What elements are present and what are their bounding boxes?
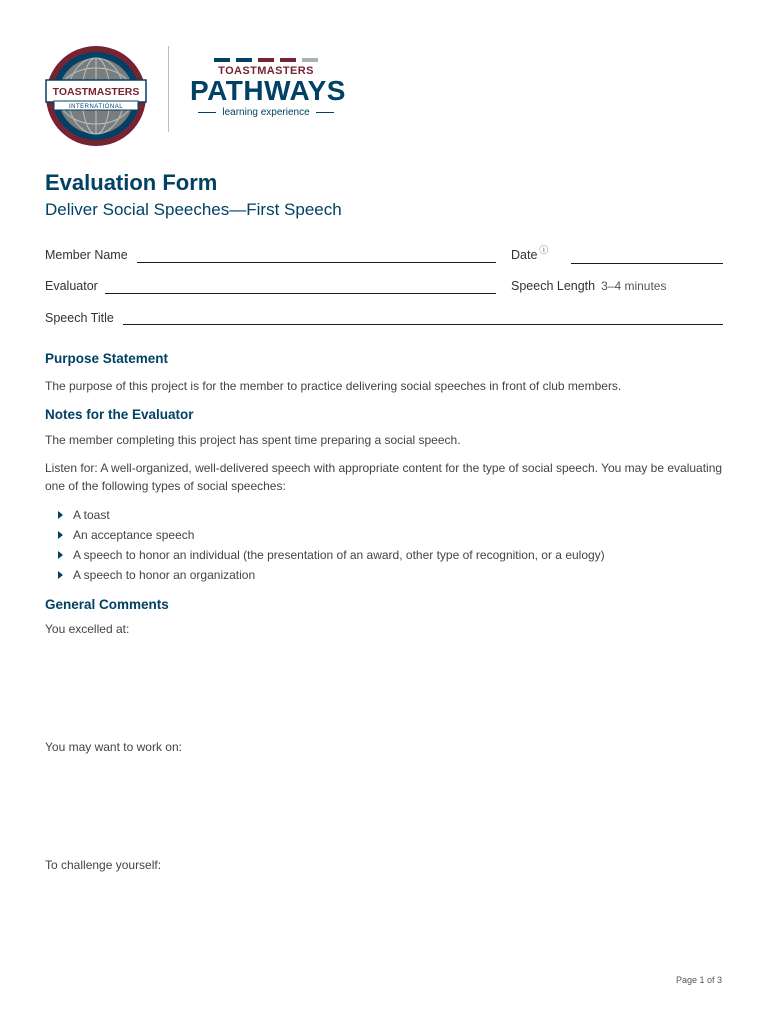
speech-title-field[interactable] [123,324,723,325]
ti-logo-bottom-text: INTERNATIONAL [68,104,124,110]
color-bar [214,58,230,62]
challenge-label: To challenge yourself: [45,858,162,872]
list-item [58,565,605,585]
page-number: Page 1 of 3 [675,975,722,985]
pathways-color-bars [190,58,342,62]
date-label-text: Date [511,248,538,262]
general-comments-heading: General Comments [45,597,169,612]
speech-title-label: Speech Title [45,311,114,325]
notes-heading: Notes for the Evaluator [45,407,194,422]
info-icon: ⓘ [539,245,549,255]
list-item [58,545,605,565]
purpose-heading: Purpose Statement [45,351,169,366]
ti-logo-top-text: TOASTMASTERS [52,86,140,98]
subtitle-rule [316,112,334,113]
color-bar [302,58,318,62]
pathways-subtitle [190,107,342,118]
toastmasters-international-logo [44,44,148,148]
bullet-arrow-icon [58,551,63,559]
speech-types-list [58,505,605,585]
notes-paragraph-2: Listen for: A well-organized, well-delivered speech with appropriate content for the type of social speech. You may be evaluating one of the following types of social speeches: [45,461,723,493]
evaluator-label: Evaluator [45,279,98,293]
pathways-sub-text: learning experience [222,107,310,118]
page-title: Evaluation Form [45,170,218,195]
pathways-logo [190,58,346,124]
date-field[interactable] [571,263,723,264]
speech-length-label [511,279,666,293]
member-name-label: Member Name [45,248,128,262]
notes-paragraph-1: The member completing this project has spent time preparing a social speech. [45,433,461,447]
list-item-text: An acceptance speech [73,528,195,542]
color-bar [258,58,274,62]
list-item [58,505,605,525]
pathways-main-text: PATHWAYS [190,75,346,106]
list-item-text: A toast [73,508,110,522]
list-item-text: A speech to honor an individual (the presentation of an award, other type of recognition, or a eulogy) [73,548,605,562]
list-item [58,525,605,545]
bullet-arrow-icon [58,531,63,539]
page-subtitle: Deliver Social Speeches—First Speech [45,200,342,219]
speech-length-value: 3–4 minutes [601,279,667,293]
color-bar [236,58,252,62]
member-name-field[interactable] [137,262,496,263]
pathways-top-text: TOASTMASTERS [218,65,314,77]
work-on-label: You may want to work on: [45,740,182,754]
bullet-arrow-icon [58,511,63,519]
speech-length-label-text: Speech Length [511,279,596,293]
list-item-text: A speech to honor an organization [73,568,256,582]
evaluator-field[interactable] [105,293,496,294]
color-bar [280,58,296,62]
subtitle-rule [198,112,216,113]
purpose-text: The purpose of this project is for the member to practice delivering social speeches in front of club members. [45,379,622,393]
excelled-label: You excelled at: [45,622,130,636]
bullet-arrow-icon [58,571,63,579]
date-label [511,245,549,262]
header-divider [168,46,169,132]
